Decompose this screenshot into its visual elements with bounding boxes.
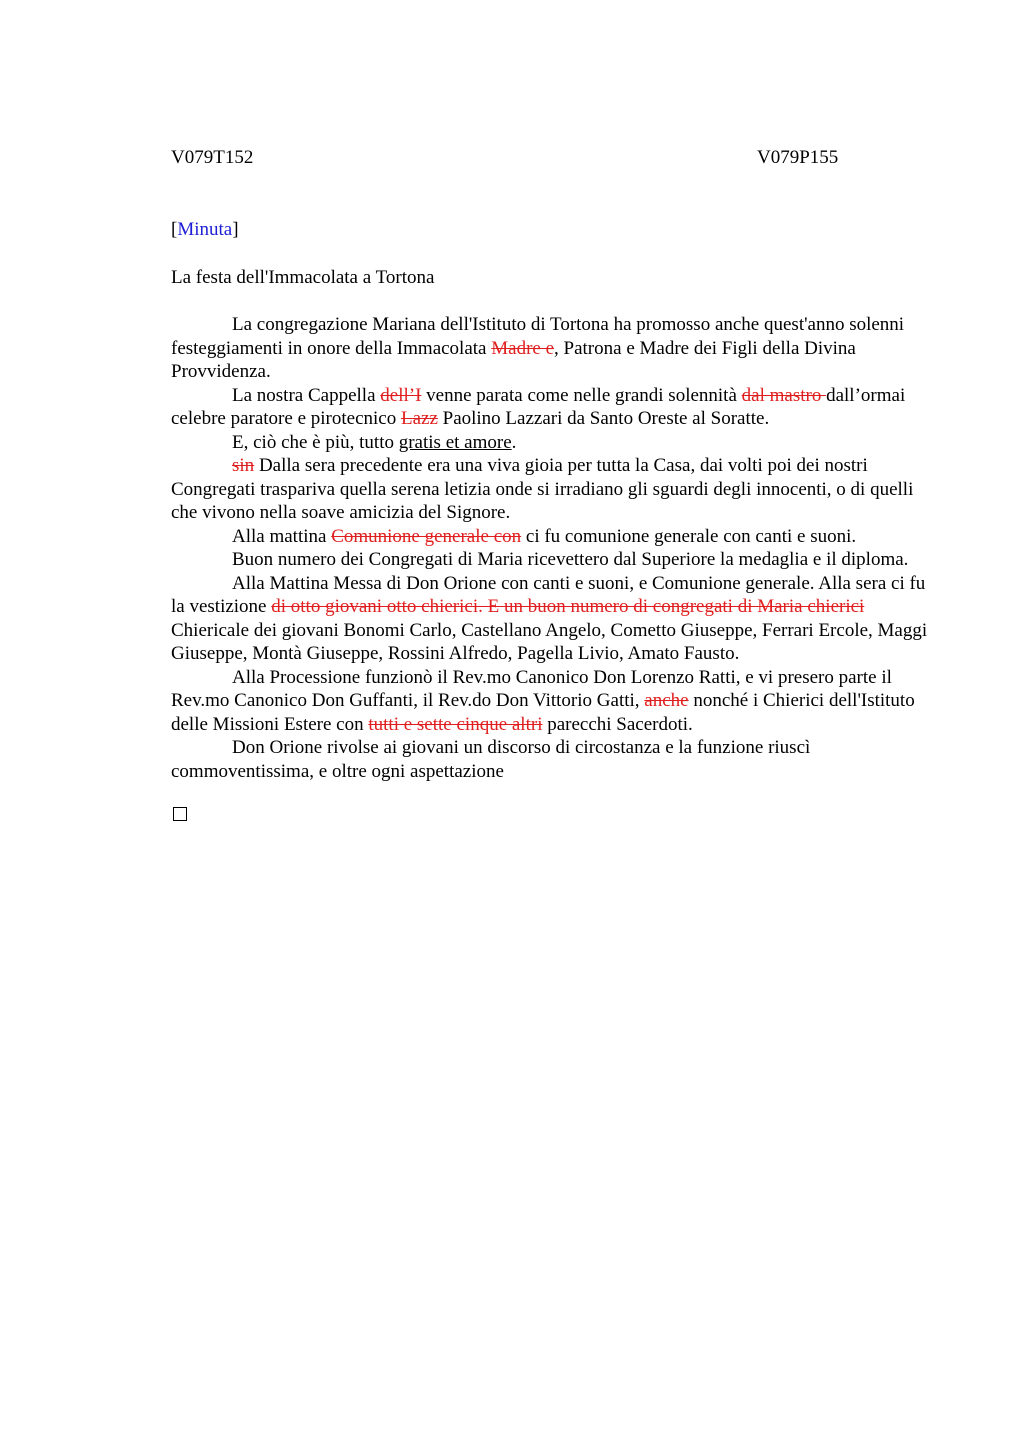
paragraph-2 <box>171 384 931 431</box>
text-run: venne parata come nelle grandi solennità <box>421 384 742 406</box>
minuta-label <box>171 218 931 242</box>
text-run: Dalla sera precedente era una viva gioia per tutta la Casa, dai volti poi dei nostri Congregati traspariva quella serena letizia onde si irradiano gli sguardi degli innocenti, o di quelli che vivono nella soave amicizia del Signore. <box>171 455 914 523</box>
text-run: dall’ormai celebre paratore e pirotecnico <box>171 384 906 429</box>
text-run: Alla mattina <box>232 525 332 547</box>
bracket-open: [ <box>171 219 178 240</box>
text-run: La nostra Cappella <box>232 384 381 406</box>
document-body <box>171 313 931 783</box>
deleted-text: di otto giovani otto chierici. E un buon numero di congregati di Maria chierici <box>271 596 865 617</box>
text-run: , Patrona e Madre dei Figli della Divina Provvidenza. <box>171 337 856 382</box>
bracket-close: ] <box>232 219 239 240</box>
text-run: Paolino Lazzari da Santo Oreste al Soratte. <box>437 408 770 429</box>
deleted-text: tutti e sette cinque altri <box>368 713 543 735</box>
paragraph-6 <box>171 548 931 572</box>
paragraph-7 <box>171 572 931 666</box>
text-run: parecchi Sacerdoti. <box>542 713 693 735</box>
paragraph-3 <box>171 431 931 455</box>
minuta-link[interactable]: Minuta <box>177 219 233 240</box>
paragraph-4 <box>171 454 931 525</box>
text-run: ci fu comunione generale con canti e suoni. <box>521 525 857 547</box>
right-code: V079P155 <box>757 147 839 168</box>
paragraph-9 <box>171 736 931 783</box>
deleted-text: Madre e <box>491 337 555 359</box>
text-run: . <box>511 431 517 453</box>
deleted-text: dell’I <box>380 384 422 406</box>
deleted-text: sin <box>232 455 255 476</box>
document-header <box>171 146 931 170</box>
deleted-text: Lazz <box>400 408 438 429</box>
paragraph-1 <box>171 313 931 384</box>
deleted-text: Comunione generale con <box>331 525 522 547</box>
text-run: La congregazione Mariana dell'Istituto di Tortona ha promosso anche quest'anno solenni festeggiamenti in onore della Immacolata <box>171 314 905 359</box>
text-run: Buon numero dei Congregati di Maria ricevettero dal Superiore la medaglia e il diploma. <box>232 549 909 570</box>
text-run: Alla Mattina Messa di Don Orione con canti e suoni, e Comunione generale. Alla sera ci fu la vestizione <box>171 572 926 617</box>
paragraph-8 <box>171 666 931 737</box>
document-title: La festa dell'Immacolata a Tortona <box>171 266 435 288</box>
deleted-text: anche <box>644 690 689 711</box>
text-run: Alla Processione funzionò il Rev.mo Canonico Don Lorenzo Ratti, e vi presero parte il Rev.mo Canonico Don Guffanti, il Rev.do Don Vittorio Gatti, <box>171 666 892 711</box>
text-run: E, ciò che è più, tutto <box>232 431 399 453</box>
document-page <box>171 146 931 828</box>
left-code: V079T152 <box>171 147 254 168</box>
text-run: nonché i Chierici dell'Istituto delle Missioni Estere con <box>171 690 915 735</box>
paragraph-5 <box>171 525 931 549</box>
end-square-icon <box>173 807 187 821</box>
text-run: Chiericale dei giovani Bonomi Carlo, Castellano Angelo, Cometto Giuseppe, Ferrari Ercole, Maggi Giuseppe, Montà Giuseppe, Rossini Alfredo, Pagella Livio, Amato Fausto. <box>171 619 928 664</box>
text-run: Don Orione rivolse ai giovani un discorso di circostanza e la funzione riuscì commoventissima, e oltre ogni aspettazione <box>171 737 811 782</box>
underlined-text: gratis et amore <box>398 431 512 453</box>
deleted-text: dal mastro <box>741 384 827 406</box>
